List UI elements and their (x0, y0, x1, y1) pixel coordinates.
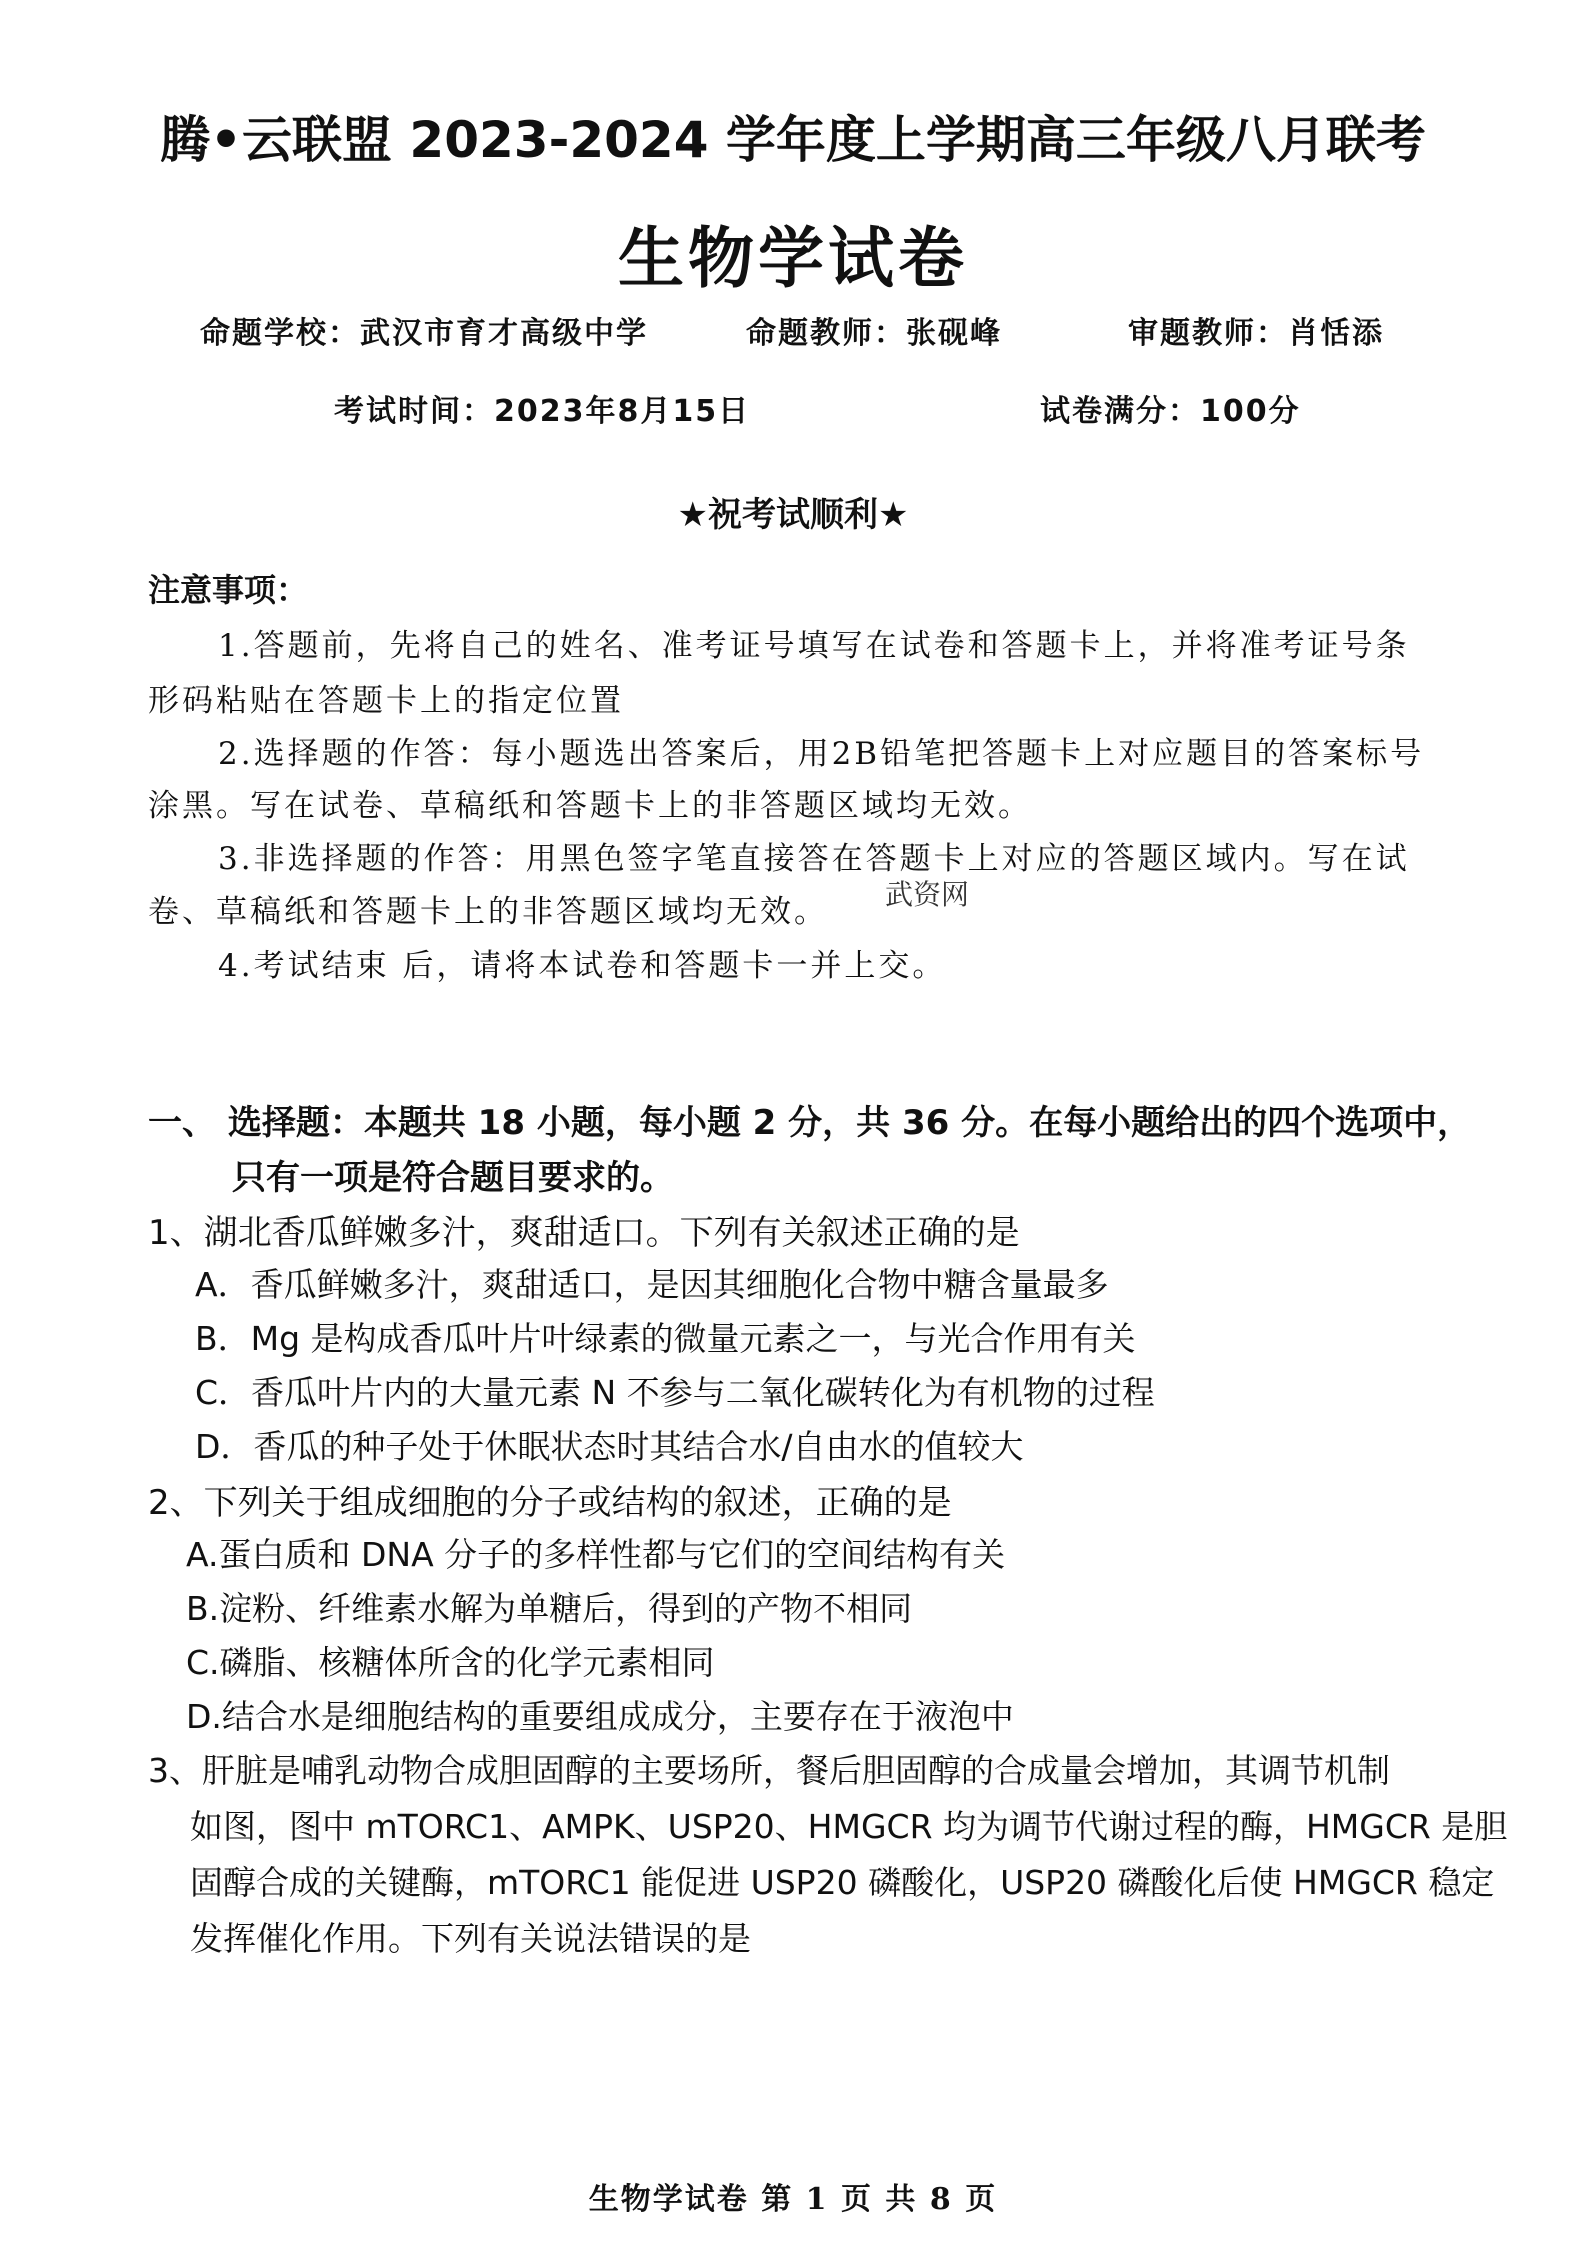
question-1-option-c: C．香瓜叶片内的大量元素 N 不参与二氧化碳转化为有机物的过程 (195, 1373, 1155, 1412)
exam-time: 考试时间：2023年8月15日 (334, 394, 751, 429)
section-heading-line1: 一、 选择题：本题共 18 小题，每小题 2 分，共 36 分。在每小题给出的四个选项中， (148, 1103, 1472, 1143)
reviewer-teacher: 审题教师：肖恬添 (1128, 316, 1384, 351)
notice-heading: 注意事项： (148, 571, 309, 609)
question-1-option-b: B．Mg 是构成香瓜叶片叶绿素的微量元素之一，与光合作用有关 (195, 1319, 1136, 1358)
question-3-stem-line3: 固醇合成的关键酶，mTORC1 能促进 USP20 磷酸化，USP20 磷酸化后使 HMGCR 稳定 (190, 1863, 1495, 1902)
question-3-stem-line4: 发挥催化作用。下列有关说法错误的是 (190, 1919, 751, 1958)
question-3-stem-line1: 3、肝脏是哺乳动物合成胆固醇的主要场所，餐后胆固醇的合成量会增加，其调节机制 (148, 1751, 1390, 1790)
page-footer: 生物学试卷 第 1 页 共 8 页 (588, 2182, 998, 2217)
question-2-option-a: A.蛋白质和 DNA 分子的多样性都与它们的空间结构有关 (186, 1535, 1006, 1574)
notice-item-2-line2: 涂黑。写在试卷、草稿纸和答题卡上的非答题区域均无效。 (148, 788, 1032, 824)
question-3-stem-line2: 如图，图中 mTORC1、AMPK、USP20、HMGCR 均为调节代谢过程的酶，HMGCR 是胆 (190, 1807, 1508, 1846)
exam-title: 腾•云联盟 2023-2024 学年度上学期高三年级八月联考 (160, 111, 1426, 169)
question-1-option-a: A．香瓜鲜嫩多汁，爽甜适口，是因其细胞化合物中糖含量最多 (195, 1265, 1109, 1304)
notice-item-3-line2: 卷、草稿纸和答题卡上的非答题区域均无效。 (148, 894, 828, 930)
subject-title: 生物学试卷 (618, 220, 968, 297)
setter-teacher: 命题教师：张砚峰 (746, 316, 1002, 351)
notice-item-4: 4.考试结束 后，请将本试卷和答题卡一并上交。 (218, 948, 947, 984)
notice-item-2-line1: 2.选择题的作答：每小题选出答案后，用2B铅笔把答题卡上对应题目的答案标号 (218, 736, 1425, 772)
watermark-text: 武资网 (885, 878, 970, 911)
setter-school: 命题学校：武汉市育才高级中学 (200, 316, 648, 351)
question-1-stem: 1、湖北香瓜鲜嫩多汁，爽甜适口。下列有关叙述正确的是 (148, 1213, 1020, 1253)
section-heading-line2: 只有一项是符合题目要求的。 (232, 1158, 674, 1198)
question-2-option-d: D.结合水是细胞结构的重要组成成分，主要存在于液泡中 (186, 1697, 1014, 1736)
good-luck-banner: ★祝考试顺利★ (677, 495, 909, 535)
notice-item-3-line1: 3.非选择题的作答：用黑色签字笔直接答在答题卡上对应的答题区域内。写在试 (218, 841, 1410, 877)
question-2-option-c: C.磷脂、核糖体所含的化学元素相同 (186, 1643, 715, 1682)
notice-item-1-line2: 形码粘贴在答题卡上的指定位置 (148, 683, 624, 719)
question-2-stem: 2、下列关于组成细胞的分子或结构的叙述，正确的是 (148, 1483, 952, 1523)
question-1-option-d: D．香瓜的种子处于休眠状态时其结合水/自由水的值较大 (195, 1427, 1024, 1466)
notice-item-1-line1: 1.答题前，先将自己的姓名、准考证号填写在试卷和答题卡上，并将准考证号条 (218, 628, 1410, 664)
question-2-option-b: B.淀粉、纤维素水解为单糖后，得到的产物不相同 (186, 1589, 913, 1628)
full-score: 试卷满分：100分 (1040, 394, 1301, 429)
